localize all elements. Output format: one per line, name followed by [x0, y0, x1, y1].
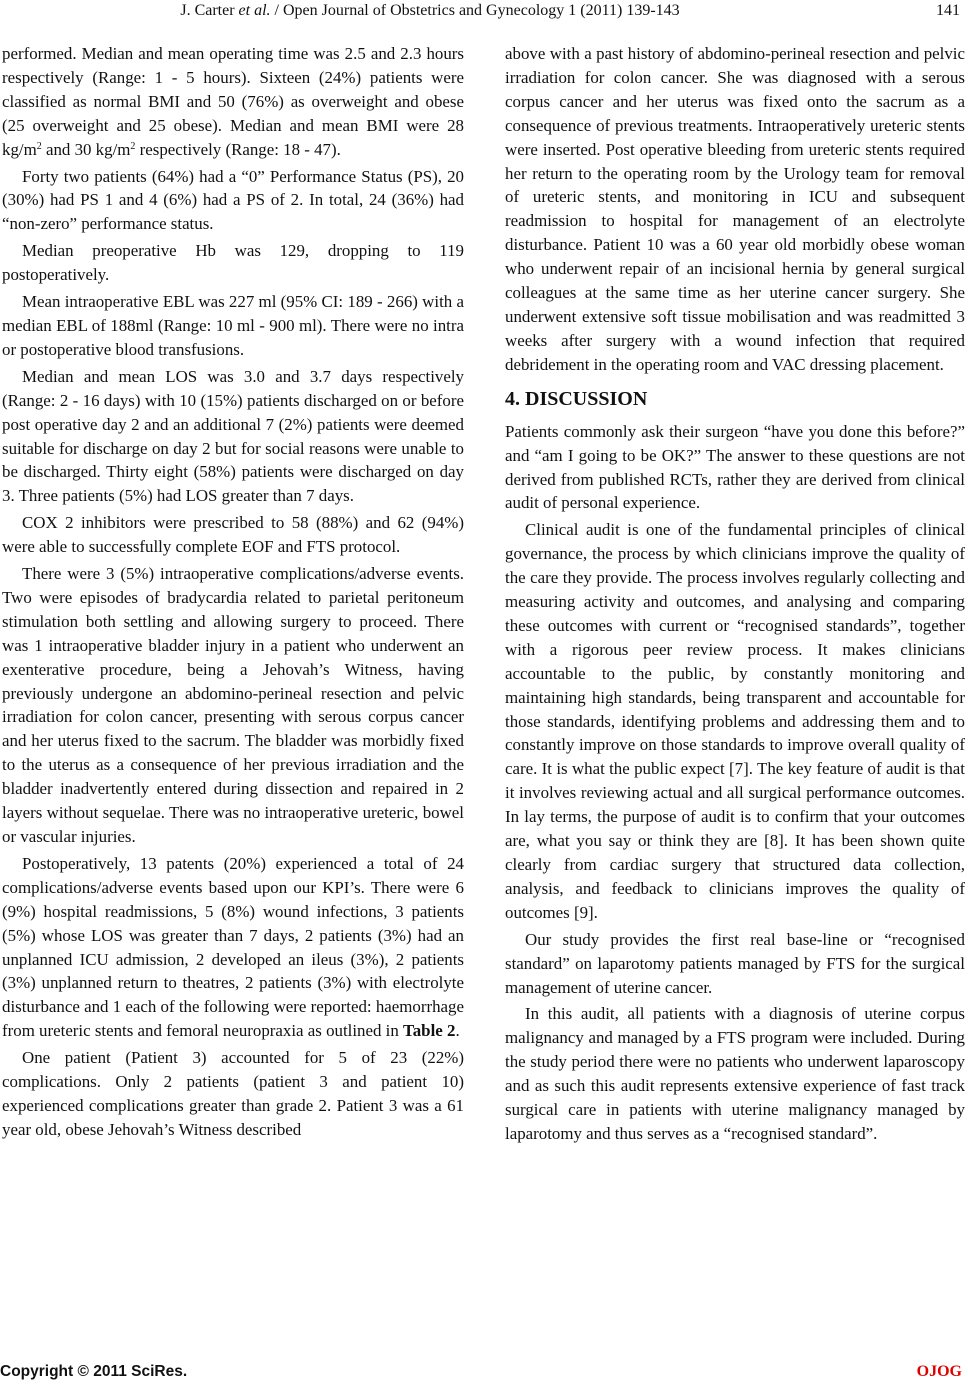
- right-column: [505, 42, 965, 1146]
- paragraph-audit-scope: In this audit, all patients with a diagnosis of uterine corpus malignancy and managed by a FTS program were included. During the study period there were no patients who underwent laparoscopy and as such this audit represents extensive experience of fast track surgical care in patients with uterine malignancy managed by laparotomy and thus serves as a “recognised standard”.: [505, 1004, 965, 1143]
- paragraph-patient-3-continued: above with a past history of abdomino-perineal resection and pelvic irradiation for colon cancer. She was diagnosed with a serous corpus cancer and her uterus was fixed onto the sacrum as a consequence of previous treatments. Intraoperatively ureteric stents were inserted. Post operative bleeding from ureteric stents required her return to the operating room by the Urology team for removal of ureteric stents, and monitoring in ICU and subsequent readmission to hospital for management of an electrolyte disturbance. Patient 10 was a 60 year old morbidly obese woman who underwent repair of an incisional hernia by general surgical colleagues at the same time as her uterine cancer surgery. She underwent extensive soft tissue mobilisation and was readmitted 3 weeks after surgery with a wound infection that required debridement in the operating room and VAC dressing placement.: [505, 44, 965, 374]
- section-heading-discussion: 4. DISCUSSION: [505, 387, 648, 410]
- paragraph-cox2: COX 2 inhibitors were prescribed to 58 (88%) and 62 (94%) were able to successfully complete EOF and FTS protocol.: [2, 513, 464, 557]
- running-header: [0, 0, 968, 28]
- journal-abbreviation: OJOG: [916, 1363, 962, 1380]
- paragraph-patient-3: One patient (Patient 3) accounted for 5 of 23 (22%) complications. Only 2 patients (patient 3 and patient 10) experienced complications greater than grade 2. Patient 3 was a 61 year old, obese Jehovah’s Witness described: [2, 1048, 464, 1139]
- superscript: 2: [36, 140, 42, 152]
- table-2-reference[interactable]: Table 2: [403, 1021, 456, 1041]
- paragraph-clinical-audit: Clinical audit is one of the fundamental principles of clinical governance, the process by which clinicians improve the quality of the care they provide. The process involves regularly collecting and measuring activity and outcomes, and analysing and comparing these outcomes with current or “recognised standards”, together with a rigorous peer review process. It makes clinicians accountable to the public, by constantly monitoring and maintaining high standards, being transparent and accountable for those standards, identifying problems and addressing them and to constantly improve on those standards to improve overall quality of care. It is what the public expect [7]. The key feature of audit is that it involves reviewing actual and all surgical performance outcomes. In lay terms, the purpose of audit is to confirm that your outcomes are, what you say or think they are [8]. It has been shown quite clearly from cardiac surgery that structured data collection, analysis, and feedback to clinicians improves the quality of outcomes [9].: [505, 520, 965, 922]
- header-authors: J. Carter: [180, 2, 235, 19]
- header-journal: / Open Journal of Obstetrics and Gynecology 1 (2011) 139-143: [270, 2, 680, 19]
- copyright-notice: Copyright © 2011 SciRes.: [0, 1363, 188, 1380]
- superscript: 2: [130, 140, 136, 152]
- paragraph-postoperative-complications: [2, 852, 464, 1043]
- text-segment: respectively (Range: 18 - 47).: [135, 139, 341, 159]
- text-segment: and 30 kg/m: [41, 139, 131, 159]
- paragraph-intraoperative-complications: There were 3 (5%) intraoperative complications/adverse events. Two were episodes of bradycardia related to parietal peritoneum stimulation both settling and allowing surgery to proceed. There was 1 intraoperative bladder injury in a patient who underwent an exenterative procedure, being a Jehovah’s Witness, having previously undergone an abdomino-perineal resection and pelvic irradiation for colon cancer, presenting with serous corpus cancer and her uterus fixed to the sacrum. The bladder was morbidly fixed to the uterus as a consequence of her previous irradiation and the bladder inadvertently entered during dissection and repaired in 2 layers without sequelae. There was no intraoperative ureteric, bowel or vascular injuries.: [2, 564, 464, 846]
- page-number: 141: [936, 2, 960, 19]
- header-etal: et al.: [238, 2, 271, 19]
- text-segment: Postoperatively, 13 patents (20%) experienced a total of 24 complications/adverse events based upon our KPI’s. There were 6 (9%) hospital readmissions, 5 (8%) wound infections, 3 patients (5%) whose LOS was greater than 7 days, 2 patients (3%) had an unplanned ICU admission, 2 developed an ileus (3%), 2 patients (3%) unplanned return to theatres, 2 patients (3%) with electrolyte disturbance and 1 each of the following were reported: haemorrhage from ureteric stents and femoral neuropraxia as outlined in: [2, 853, 464, 1041]
- paragraph-discussion-intro: Patients commonly ask their surgeon “have you done this before?” and “am I going to be OK?” The answer to these questions are not derived from published RCTs, rather they are derived from clinical audit of personal experience.: [505, 421, 965, 513]
- text-segment: performed. Median and mean operating time was 2.5 and 2.3 hours respectively (Range: 1 - 5 hours). Sixteen (24%) patients were classified as normal BMI and 50 (76%) as overweight and obese (25 overweight and 25 obese). Median and mean BMI were 28 kg/m: [2, 44, 464, 159]
- paragraph-ebl: Mean intraoperative EBL was 227 ml (95% CI: 189 - 266) with a median EBL of 188ml (Range: 10 ml - 900 ml). There were no intra or postoperative blood transfusions.: [2, 292, 464, 359]
- paragraph-performance-status: Forty two patients (64%) had a “0” Performance Status (PS), 20 (30%) had PS 1 and 4 (6%) had a PS of 2. In total, 24 (36%) had “non-zero” performance status.: [2, 166, 464, 234]
- left-column: [2, 42, 464, 1142]
- paragraph-los: Median and mean LOS was 3.0 and 3.7 days respectively (Range: 2 - 16 days) with 10 (15%) patients discharged on or before post operative day 2 and an additional 7 (2%) patients were deemed suitable for discharge on day 2 but for social reasons were unable to be discharged. Thirty eight (58%) patients were discharged on day 3. Three patients (5%) had LOS greater than 7 days.: [2, 366, 464, 506]
- paragraph-operating-time-bmi: [2, 42, 464, 162]
- running-title: [110, 2, 750, 20]
- paragraph-hb: Median preoperative Hb was 129, dropping to 119 postoperatively.: [2, 241, 464, 285]
- text-segment: .: [455, 1021, 460, 1041]
- paragraph-baseline: Our study provides the first real base-line or “recognised standard” on laparotomy patients managed by FTS for the surgical management of uterine cancer.: [505, 929, 965, 997]
